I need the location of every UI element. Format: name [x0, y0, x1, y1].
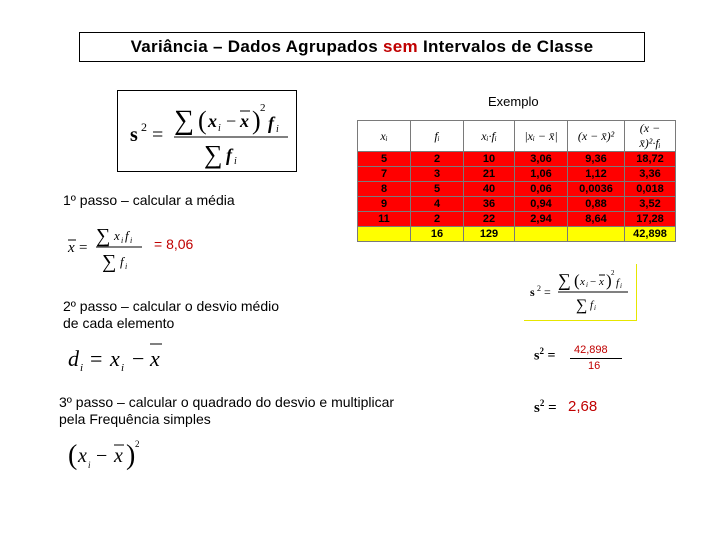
svg-text:s: s [530, 285, 535, 299]
svg-text:i: i [276, 124, 279, 135]
table-cell: 2,94 [515, 212, 568, 227]
table-row [358, 182, 676, 197]
step3-line2: pela Frequência simples [59, 411, 211, 427]
table-row [358, 197, 676, 212]
svg-text:x: x [208, 111, 217, 131]
title-part3: Intervalos de Classe [422, 37, 594, 56]
svg-text:−: − [132, 346, 145, 371]
variance-denominator: 16 [588, 360, 601, 372]
svg-text:d: d [68, 346, 79, 371]
svg-text:x: x [68, 240, 75, 256]
table-cell: 16 [411, 227, 464, 242]
table-cell: 3 [411, 167, 464, 182]
svg-text:): ) [606, 271, 612, 290]
step2-line1: 2º passo – calcular o desvio médio [63, 298, 280, 314]
svg-text:(: ( [68, 440, 78, 471]
table-cell: 8,64 [568, 212, 625, 227]
table-cell: 10 [464, 152, 515, 167]
table-cell: 0,0036 [568, 182, 625, 197]
svg-text:i: i [234, 156, 237, 167]
step1-text: 1º passo – calcular a média [63, 192, 235, 208]
svg-text:=: = [544, 285, 551, 299]
step2-text [63, 298, 279, 332]
title-part2: sem [383, 37, 418, 56]
col-header-sq-dev: (x − x̄)² [568, 121, 625, 152]
svg-text:i: i [586, 281, 588, 289]
svg-text:2: 2 [135, 439, 140, 449]
svg-text:f: f [226, 145, 232, 165]
table-cell: 0,88 [568, 197, 625, 212]
table-cell: 2 [411, 152, 464, 167]
table-row [358, 167, 676, 182]
table-cell: 5 [358, 152, 411, 167]
svg-text:i: i [80, 362, 84, 374]
svg-text:∑: ∑ [558, 270, 571, 290]
table-cell [568, 227, 625, 242]
step3-line1: 3º passo – calcular o quadrado do desvio e multiplicar [59, 394, 395, 410]
svg-text:2: 2 [611, 269, 615, 277]
svg-text:−: − [590, 276, 597, 288]
table-cell: 3,06 [515, 152, 568, 167]
svg-text:∑: ∑ [96, 225, 111, 247]
variance-final-value: 2,68 [568, 398, 598, 415]
svg-text:i: i [620, 282, 622, 290]
svg-text:∑: ∑ [576, 297, 588, 314]
variance-formula-small [524, 264, 636, 320]
svg-text:∑: ∑ [174, 105, 194, 136]
svg-text:(: ( [198, 106, 207, 135]
table-cell: 1,06 [515, 167, 568, 182]
col-header-xifi: xᵢ·fᵢ [464, 121, 515, 152]
table-cell: 5 [411, 182, 464, 197]
mean-formula [66, 220, 152, 272]
step2-line2: de cada elemento [63, 315, 175, 331]
variance-fraction-bar [570, 358, 622, 359]
svg-text:2: 2 [141, 120, 147, 134]
svg-text:x: x [240, 111, 249, 131]
col-header-fi: fᵢ [411, 121, 464, 152]
svg-text:x: x [599, 276, 604, 288]
svg-text:f: f [268, 113, 274, 133]
variance-formula-small-box [524, 264, 637, 321]
svg-text:i: i [218, 123, 221, 134]
svg-text:=: = [79, 240, 88, 256]
deviation-formula [64, 340, 174, 376]
table-row [358, 212, 676, 227]
title-part1: Variância – Dados Agrupados [130, 37, 379, 56]
svg-text:i: i [88, 460, 91, 470]
svg-text:): ) [126, 440, 136, 471]
table-cell: 4 [411, 197, 464, 212]
svg-text:x: x [114, 445, 123, 467]
example-table [357, 120, 676, 242]
svg-text:f: f [125, 228, 129, 243]
table-cell: 2 [411, 212, 464, 227]
svg-text:): ) [252, 106, 261, 135]
table-cell: 0,018 [625, 182, 676, 197]
table-cell: 8 [358, 182, 411, 197]
table-cell [515, 227, 568, 242]
svg-text:x: x [78, 445, 87, 467]
col-header-abs-dev: |xᵢ − x̄| [515, 121, 568, 152]
variance-formula [118, 91, 296, 171]
table-cell [358, 227, 411, 242]
squared-deviation-formula [66, 438, 146, 474]
table-cell: 1,12 [568, 167, 625, 182]
table-cell: 0,94 [515, 197, 568, 212]
svg-text:i: i [130, 236, 133, 245]
table-cell: 0,06 [515, 182, 568, 197]
svg-text:∑: ∑ [102, 251, 117, 272]
table-total-row [358, 227, 676, 242]
table-cell: 3,52 [625, 197, 676, 212]
svg-text:i: i [594, 304, 596, 312]
col-header-sq-dev-fi: (x − x̄)²·fᵢ [625, 121, 676, 152]
variance-numerator: 42,898 [574, 344, 608, 356]
svg-text:−: − [226, 111, 237, 131]
svg-text:x: x [580, 276, 585, 288]
table-cell: 17,28 [625, 212, 676, 227]
svg-text:i: i [125, 262, 128, 271]
table-cell: 3,36 [625, 167, 676, 182]
svg-text:x: x [150, 346, 160, 371]
table-cell: 22 [464, 212, 515, 227]
slide-title [79, 32, 645, 62]
variance-fraction-lhs: $s^2$ = [534, 346, 556, 364]
table-cell: 11 [358, 212, 411, 227]
table-cell: 36 [464, 197, 515, 212]
svg-text:(: ( [574, 271, 580, 290]
table-cell: 7 [358, 167, 411, 182]
table-cell: 21 [464, 167, 515, 182]
svg-text:=: = [90, 346, 103, 371]
svg-text:=: = [152, 124, 164, 146]
table-cell: 129 [464, 227, 515, 242]
col-header-xi: xᵢ [358, 121, 411, 152]
svg-text:f: f [120, 254, 124, 269]
variance-final-lhs: $s^2$ = [534, 398, 557, 416]
svg-text:f: f [590, 299, 594, 311]
table-row [358, 152, 676, 167]
svg-text:x: x [110, 346, 120, 371]
table-cell: 9,36 [568, 152, 625, 167]
table-cell: 40 [464, 182, 515, 197]
example-label: Exemplo [488, 94, 539, 109]
svg-text:2: 2 [260, 102, 266, 114]
svg-text:∑: ∑ [204, 140, 223, 169]
table-cell: 42,898 [625, 227, 676, 242]
table-cell: 9 [358, 197, 411, 212]
step3-text [59, 394, 394, 428]
variance-formula-box [117, 90, 297, 172]
svg-text:x: x [114, 228, 120, 243]
mean-result: = 8,06 [154, 236, 194, 252]
svg-text:i: i [121, 362, 125, 374]
table-header-row [358, 121, 676, 152]
svg-text:f: f [616, 277, 620, 289]
svg-text:i: i [121, 236, 124, 245]
svg-text:2: 2 [537, 284, 541, 293]
table-cell: 18,72 [625, 152, 676, 167]
svg-text:−: − [96, 445, 108, 467]
svg-text:s: s [130, 124, 138, 146]
